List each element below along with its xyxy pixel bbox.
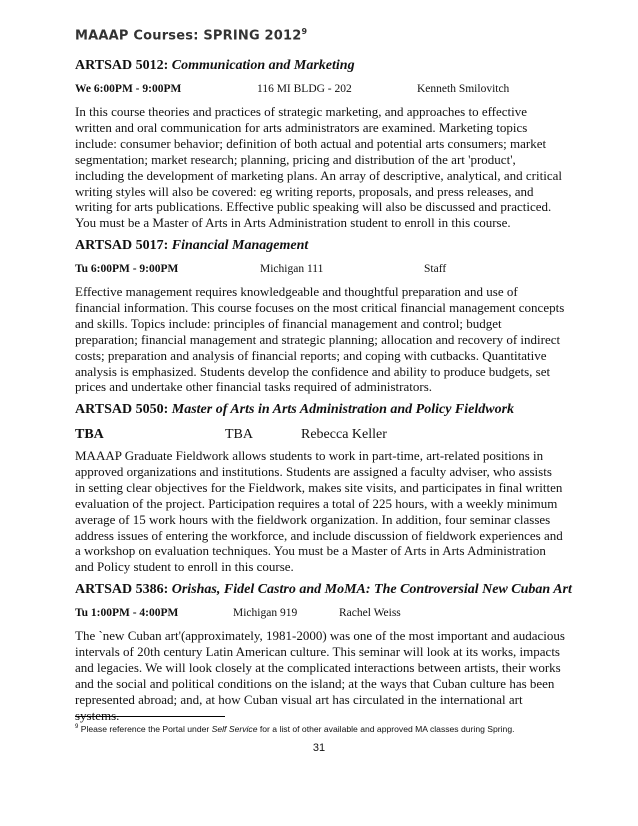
course-description: In this course theories and practices of strategic marketing, and approaches to effective written and oral communication for arts administrators are examined. Marketing topics include: consumer behavior; definition of both actual and potential arts consumers; market segmentation; market research; planning, pricing and distribution of the art 'product', including the development of marketing plans. An array of descriptive, analytical, and critical writing styles will also be covered: eg writing reports, proposals, and press releases, and writing for arts publications. Effective public speaking will also be discussed and practiced. You must be a Master of Arts in Arts Administration student to enroll in this course. [75,104,562,231]
course-time: We 6:00PM - 9:00PM [75,83,182,95]
course-room: Michigan 111 [260,263,324,275]
course-title: ARTSAD 5386: Orishas, Fidel Castro and MoMA: The Controversial New Cuban Art [75,582,572,597]
course-description: The `new Cuban art'(approximately, 1981-2000) was one of the most important and audacious intervals of 20th century Latin American culture. This seminar will look at its works, impacts and legacies. We will look closely at the complicated interactions between artists, their works and the social and political conditions on the island; at the ways that Cuban culture has been represented abroad; and, at how Cuban visual art has circulated in the international art systems. [75,628,565,723]
course-instructor: Staff [424,263,447,275]
course-instructor: Kenneth Smilovitch [417,83,510,95]
footnote-ref: 9 [301,27,308,36]
course-time: Tu 1:00PM - 4:00PM [75,607,179,619]
course-instructor: Rachel Weiss [339,607,401,619]
course-schedule [75,427,565,443]
course-schedule [75,263,565,279]
course-description: Effective management requires knowledgeable and thoughtful preparation and use of financial information. This course focuses on the most critical financial management concepts and skills. Topics include: principles of financial management and control; budget preparation; financial management and strategic planning; allocation and recovery of indirect costs; preparation and analysis of financial reports; and coping with cutbacks. Quantitative analysis is emphasized. Students develop the confidence and ability to produce budgets, set prices and undertake other financial tasks required of administrators. [75,284,565,395]
course-artsad-5386 [75,582,572,723]
course-schedule [75,607,565,623]
course-artsad-5017 [75,238,565,395]
footnote: $^9$ Please reference the Portal under Self Service for a list of other available and approved MA classes during Spring. [75,724,515,734]
course-artsad-5012 [75,58,565,231]
course-time: TBA [75,427,104,442]
page-number: 31 [312,742,326,754]
course-description: MAAAP Graduate Fieldwork allows students to work in part-time, art-related positions in approved organizations and institutions. Students are assigned a faculty adviser, who assists in setting clear objectives for the Fieldwork, makes site visits, and participates in final written evaluation of the project. Participation requires a total of 225 hours, with a weekly minimum average of 15 work hours with the fieldwork organization. In addition, four seminar classes address issues of entering the workforce, and include discussion of fieldwork experiences and a workshop on evaluation techniques. You must be a Master of Arts in Arts Administration and Policy student to enroll in this course. [75,448,563,575]
course-time: Tu 6:00PM - 9:00PM [75,263,179,275]
course-artsad-5050 [75,402,565,575]
course-title: ARTSAD 5017: Financial Management [75,238,309,253]
course-title: ARTSAD 5012: Communication and Marketing [75,58,355,73]
course-instructor: Rebecca Keller [301,427,387,442]
course-schedule [75,83,565,99]
page-header: MAAAP Courses: SPRING 2012$^9$ [75,27,308,44]
course-room: Michigan 919 [233,607,298,619]
course-title: ARTSAD 5050: Master of Arts in Arts Administration and Policy Fieldwork [75,402,515,417]
course-room: TBA [225,427,253,442]
course-room: 116 MI BLDG - 202 [257,83,352,95]
footnote-divider [75,716,225,717]
